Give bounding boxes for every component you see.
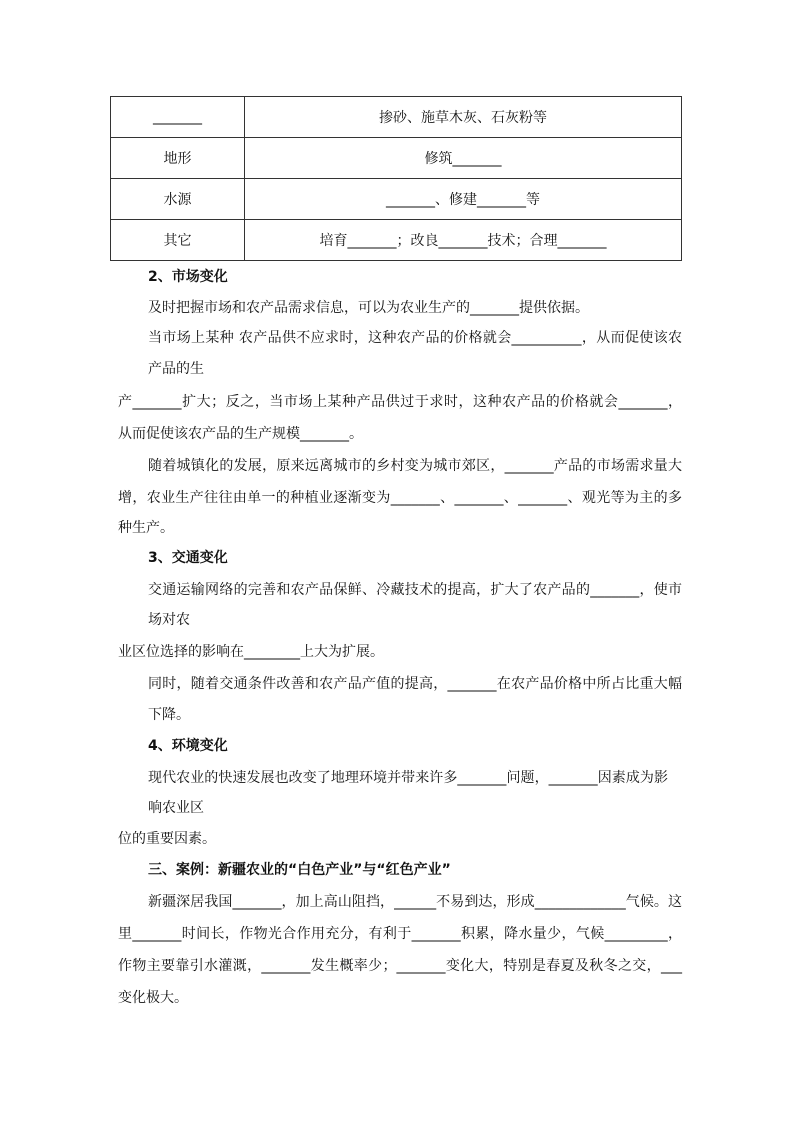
paragraph-line: 里_______时间长，作物光合作用充分，有利于_______积累，降水量少，气候_________， [118, 926, 682, 942]
table-row [111, 220, 682, 261]
paragraph-line: 增，农业生产往往由单一的种植业逐渐变为_______、_______、_______、观光等为主的多 [118, 490, 682, 506]
paragraph-line: 下降。 [148, 707, 190, 723]
paragraph-line: 现代农业的快速发展也改变了地理环境并带来许多_______问题，_______因素成为影 [148, 770, 668, 786]
section-heading-market: 2、市场变化 [148, 269, 228, 285]
table-row-label: 其它 [111, 220, 245, 261]
section-heading-transport: 3、交通变化 [148, 550, 228, 566]
paragraph-line: 场对农 [148, 612, 190, 628]
table-row-content: 培育_______；改良_______技术；合理_______ [245, 220, 682, 261]
paragraph-line: 位的重要因素。 [118, 831, 216, 847]
paragraph-line: 同时，随着交通条件改善和农产品产值的提高，_______在农产品价格中所占比重大幅 [148, 676, 682, 692]
table-row-content: _______、修建_______等 [245, 179, 682, 220]
paragraph-line: 新疆深居我国_______，加上高山阻挡，______不易到达，形成_____________气候。这 [148, 894, 682, 910]
paragraph-line: 随着城镇化的发展，原来远离城市的乡村变为城市郊区，_______产品的市场需求量大 [148, 458, 682, 474]
table-row-content: 掺砂、施草木灰、石灰粉等 [245, 97, 682, 138]
table-row-content: 修筑_______ [245, 138, 682, 179]
paragraph-line: 作物主要靠引水灌溉，_______发生概率少；_______变化大，特别是春夏及秋冬之交，___ [118, 958, 682, 974]
paragraph-line: 从而促使该农产品的生产规模_______。 [118, 426, 363, 442]
paragraph-line: 交通运输网络的完善和农产品保鲜、冷藏技术的提高，扩大了农产品的_______，使市 [148, 582, 682, 598]
paragraph-line: 产_______扩大；反之，当市场上某种产品供过于求时，这种农产品的价格就会_______， [118, 394, 682, 410]
table-row-label: 水源 [111, 179, 245, 220]
table-row [111, 97, 682, 138]
soil-improvement-table [110, 96, 682, 261]
section-heading-case: 三、案例：新疆农业的“白色产业”与“红色产业” [148, 862, 451, 878]
paragraph-line: 响农业区 [148, 800, 204, 816]
section-heading-environment: 4、环境变化 [148, 738, 228, 754]
paragraph-line: 及时把握市场和农产品需求信息，可以为农业生产的_______提供依据。 [148, 300, 589, 316]
table-row-label: 地形 [111, 138, 245, 179]
paragraph-line: 产品的生 [148, 361, 204, 377]
paragraph-line: 当市场上某种 农产品供不应求时，这种农产品的价格就会__________，从而促使该农 [148, 330, 682, 346]
table-row [111, 179, 682, 220]
paragraph-line: 种生产。 [118, 520, 174, 536]
paragraph-line: 业区位选择的影响在________上大为扩展。 [118, 644, 384, 660]
table-row [111, 138, 682, 179]
table-row-label: _______ [111, 97, 245, 138]
paragraph-line: 变化极大。 [118, 990, 188, 1006]
